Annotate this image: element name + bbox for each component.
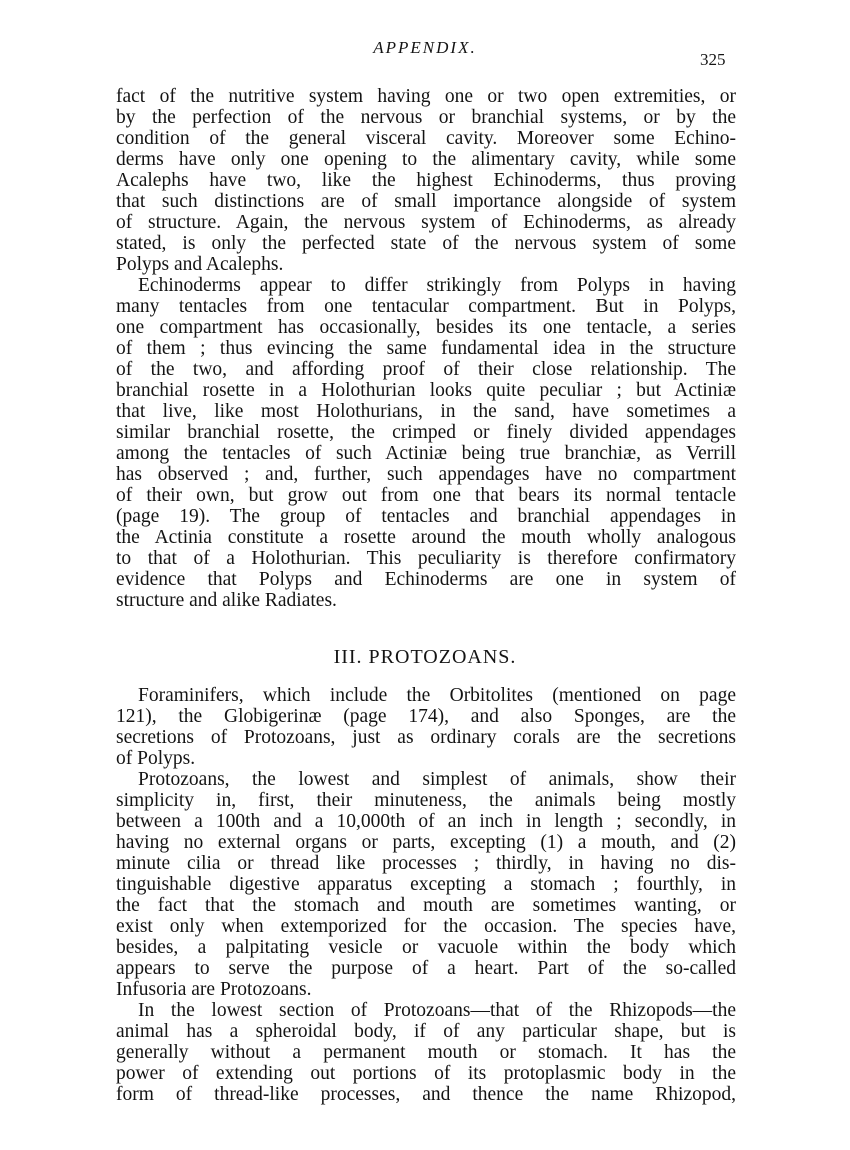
text-line: one compartment has occasionally, besides its one tentacle, a series <box>116 317 736 338</box>
text-line: that live, like most Holothurians, in the sand, have sometimes a <box>116 401 736 422</box>
text-line: structure and alike Radiates. <box>116 590 337 611</box>
page-number: 325 <box>700 50 726 69</box>
text-line: of them ; thus evincing the same fundamental idea in the structure <box>116 338 736 359</box>
text-line: derms have only one opening to the alimentary cavity, while some <box>116 149 736 170</box>
text-line: similar branchial rosette, the crimped or finely divided appendages <box>116 422 736 443</box>
text-line: between a 100th and a 10,000th of an inch in length ; secondly, in <box>116 811 736 832</box>
text-line: of their own, but grow out from one that bears its normal tentacle <box>116 485 736 506</box>
text-line: In the lowest section of Protozoans—that of the Rhizopods—the <box>138 1000 736 1021</box>
text-line: Protozoans, the lowest and simplest of animals, show their <box>138 769 736 790</box>
running-head: APPENDIX. <box>373 38 477 57</box>
text-line: Echinoderms appear to differ strikingly from Polyps in having <box>138 275 736 296</box>
body-text-block-2 <box>116 685 736 1105</box>
text-line: having no external organs or parts, excepting (1) a mouth, and (2) <box>116 832 736 853</box>
text-line: appears to serve the purpose of a heart. Part of the so-called <box>116 958 736 979</box>
text-line: minute cilia or thread like processes ; thirdly, in having no dis- <box>116 853 736 874</box>
body-text-block-1 <box>116 86 736 611</box>
text-line: to that of a Holothurian. This peculiarity is therefore confirmatory <box>116 548 736 569</box>
text-line: evidence that Polyps and Echinoderms are one in system of <box>116 569 736 590</box>
text-line: by the perfection of the nervous or branchial systems, or by the <box>116 107 736 128</box>
text-line: secretions of Protozoans, just as ordinary corals are the secretions <box>116 727 736 748</box>
text-line: condition of the general visceral cavity. Moreover some Echino- <box>116 128 736 149</box>
text-line: of the two, and affording proof of their close relationship. The <box>116 359 736 380</box>
text-line: Infusoria are Protozoans. <box>116 979 312 1000</box>
text-line: fact of the nutritive system having one or two open extremities, or <box>116 86 736 107</box>
text-line: tinguishable digestive apparatus excepting a stomach ; fourthly, in <box>116 874 736 895</box>
text-line: Acalephs have two, like the highest Echinoderms, thus proving <box>116 170 736 191</box>
text-line: that such distinctions are of small importance alongside of system <box>116 191 736 212</box>
text-line: the fact that the stomach and mouth are sometimes wanting, or <box>116 895 736 916</box>
text-line: 121), the Globigerinæ (page 174), and also Sponges, are the <box>116 706 736 727</box>
text-line: the Actinia constitute a rosette around the mouth wholly analogous <box>116 527 736 548</box>
text-line: many tentacles from one tentacular compartment. But in Polyps, <box>116 296 736 317</box>
text-line: branchial rosette in a Holothurian looks quite peculiar ; but Actiniæ <box>116 380 736 401</box>
text-line: form of thread-like processes, and thence the name Rhizopod, <box>116 1084 736 1105</box>
text-line: of structure. Again, the nervous system of Echinoderms, as already <box>116 212 736 233</box>
text-line: has observed ; and, further, such appendages have no compartment <box>116 464 736 485</box>
text-line: power of extending out portions of its protoplasmic body in the <box>116 1063 736 1084</box>
text-line: Polyps and Acalephs. <box>116 254 284 275</box>
text-line: (page 19). The group of tentacles and branchial appendages in <box>116 506 736 527</box>
text-line: of Polyps. <box>116 748 196 769</box>
text-line: Foraminifers, which include the Orbitolites (mentioned on page <box>138 685 736 706</box>
section-heading: III. PROTOZOANS. <box>333 646 517 668</box>
text-line: among the tentacles of such Actiniæ being true branchiæ, as Verrill <box>116 443 736 464</box>
text-line: simplicity in, first, their minuteness, the animals being mostly <box>116 790 736 811</box>
text-line: generally without a permanent mouth or stomach. It has the <box>116 1042 736 1063</box>
text-line: animal has a spheroidal body, if of any particular shape, but is <box>116 1021 736 1042</box>
text-line: exist only when extemporized for the occasion. The species have, <box>116 916 736 937</box>
text-line: besides, a palpitating vesicle or vacuole within the body which <box>116 937 736 958</box>
text-line: stated, is only the perfected state of the nervous system of some <box>116 233 736 254</box>
